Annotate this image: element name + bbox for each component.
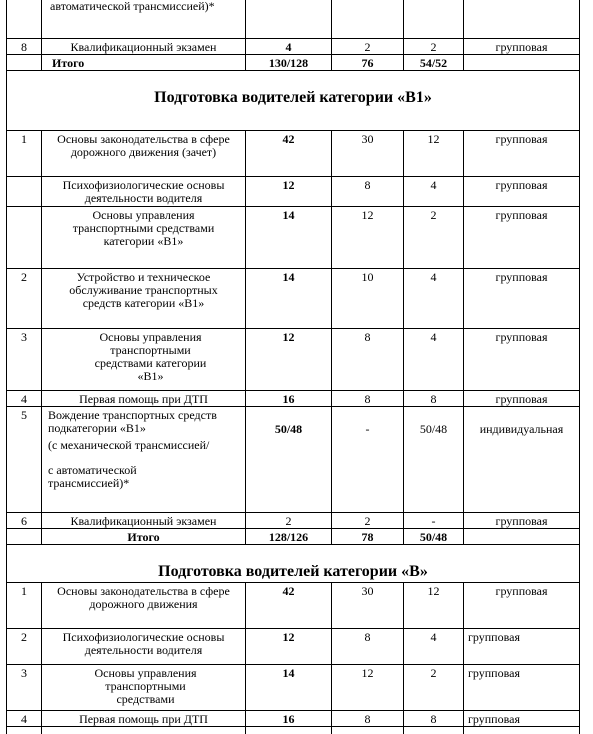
row-number: 6	[6, 513, 42, 528]
total-hours: 12	[246, 329, 332, 390]
practice-hours: 2	[404, 665, 464, 710]
theory-hours: -	[332, 407, 404, 512]
theory-hours: 8	[332, 629, 404, 664]
total-hours: 42	[246, 583, 332, 628]
section-heading-b	[6, 544, 580, 582]
subject-name: Первая помощь при ДТП	[42, 711, 246, 726]
total-hours: 14	[246, 207, 332, 268]
lesson-form: групповая	[464, 583, 580, 628]
row-number	[6, 177, 42, 206]
total-hours: 130/128	[246, 55, 332, 70]
total-hours: 42	[246, 131, 332, 176]
total-hours: 14	[246, 269, 332, 328]
row-number: 1	[6, 131, 42, 176]
total-row	[6, 528, 580, 544]
lesson-form: групповая	[464, 177, 580, 206]
table-row	[6, 664, 580, 710]
practice-hours: 8	[404, 391, 464, 406]
lesson-form: групповая	[464, 207, 580, 268]
practice-hours: 4	[404, 629, 464, 664]
total-hours: 50/48	[246, 407, 332, 512]
subject-name: Основы законодательства в сфере дорожного движения (зачет)	[42, 131, 246, 176]
subject-name: автоматической трансмиссией)*	[42, 0, 246, 38]
practice-hours: 50/48	[404, 407, 464, 512]
lesson-form: групповая	[464, 391, 580, 406]
lesson-form: групповая	[464, 131, 580, 176]
subject-name: Квалификационный экзамен	[42, 39, 246, 54]
section-title: Подготовка водителей категории «В1»	[154, 89, 432, 106]
lesson-form: групповая	[464, 711, 580, 726]
subject-name: Первая помощь при ДТП	[42, 391, 246, 406]
table-row	[6, 38, 580, 54]
row-number: 8	[6, 39, 42, 54]
subject-name: Психофизиологические основы деятельности водителя	[42, 177, 246, 206]
total-label: Итого	[42, 529, 246, 544]
row-number: 1	[6, 583, 42, 628]
lesson-form: групповая	[464, 39, 580, 54]
table-row	[6, 130, 580, 176]
practice-hours: 4	[404, 269, 464, 328]
row-number: 2	[6, 629, 42, 664]
practice-hours: 4	[404, 329, 464, 390]
subject-name: Квалификационный экзамен	[42, 513, 246, 528]
practice-hours: 4	[404, 177, 464, 206]
total-row	[6, 54, 580, 70]
total-hours: 14	[246, 665, 332, 710]
subject-name: Устройство и техническое обслуживание транспортных средств категории «В1»	[42, 269, 246, 328]
table-row	[6, 176, 580, 206]
row-number	[6, 207, 42, 268]
table-row	[6, 328, 580, 390]
total-label: Итого	[42, 55, 246, 70]
curriculum-table	[6, 0, 580, 734]
table-row	[6, 582, 580, 628]
row-number: 3	[6, 665, 42, 710]
theory-hours: 8	[332, 711, 404, 726]
row-number: 5	[6, 407, 42, 512]
lesson-form: групповая	[464, 665, 580, 710]
subject-name: Психофизиологические основы деятельности водителя	[42, 629, 246, 664]
practice-hours: 50/48	[404, 529, 464, 544]
total-hours: 4	[246, 39, 332, 54]
subject-name: Основы законодательства в сфере дорожного движения	[42, 583, 246, 628]
theory-hours: 8	[332, 329, 404, 390]
section-heading-b1	[6, 70, 580, 130]
table-row	[6, 512, 580, 528]
lesson-form: групповая	[464, 629, 580, 664]
table-row	[6, 0, 580, 38]
theory-hours: 10	[332, 269, 404, 328]
theory-hours: 8	[332, 177, 404, 206]
lesson-form: групповая	[464, 269, 580, 328]
theory-hours: 2	[332, 39, 404, 54]
lesson-form: групповая	[464, 329, 580, 390]
theory-hours: 30	[332, 131, 404, 176]
total-hours: 2	[246, 513, 332, 528]
table-row	[6, 726, 580, 734]
theory-hours: 12	[332, 665, 404, 710]
practice-hours: 2	[404, 207, 464, 268]
table-row	[6, 268, 580, 328]
row-number: 4	[6, 391, 42, 406]
total-hours: 16	[246, 711, 332, 726]
subject-name: Основы управления транспортными средствами категории «В1»	[42, 329, 246, 390]
practice-hours: 8	[404, 711, 464, 726]
lesson-form: индивидуальная	[464, 407, 580, 512]
theory-hours: 30	[332, 583, 404, 628]
theory-hours: 2	[332, 513, 404, 528]
table-row	[6, 628, 580, 664]
row-number: 3	[6, 329, 42, 390]
total-hours: 16	[246, 391, 332, 406]
table-row	[6, 710, 580, 726]
theory-hours: 8	[332, 391, 404, 406]
total-hours: 128/126	[246, 529, 332, 544]
table-row	[6, 390, 580, 406]
total-hours: 12	[246, 177, 332, 206]
subject-name: Основы управления транспортными средствами категории «В1»	[42, 207, 246, 268]
practice-hours: 12	[404, 583, 464, 628]
theory-hours: 76	[332, 55, 404, 70]
theory-hours: 78	[332, 529, 404, 544]
total-hours: 12	[246, 629, 332, 664]
practice-hours: 12	[404, 131, 464, 176]
row-number: 2	[6, 269, 42, 328]
practice-hours: 2	[404, 39, 464, 54]
section-title: Подготовка водителей категории «В»	[158, 563, 428, 580]
table-row	[6, 406, 580, 512]
practice-hours: -	[404, 513, 464, 528]
subject-name: Основы управления транспортными средствами	[42, 665, 246, 710]
practice-hours: 54/52	[404, 55, 464, 70]
lesson-form: групповая	[464, 513, 580, 528]
table-row	[6, 206, 580, 268]
theory-hours: 12	[332, 207, 404, 268]
subject-name: Вождение транспортных средств подкатегории «В1» (с механической трансмиссией/ с автоматической трансмиссией)*	[42, 407, 246, 512]
row-number: 4	[6, 711, 42, 726]
